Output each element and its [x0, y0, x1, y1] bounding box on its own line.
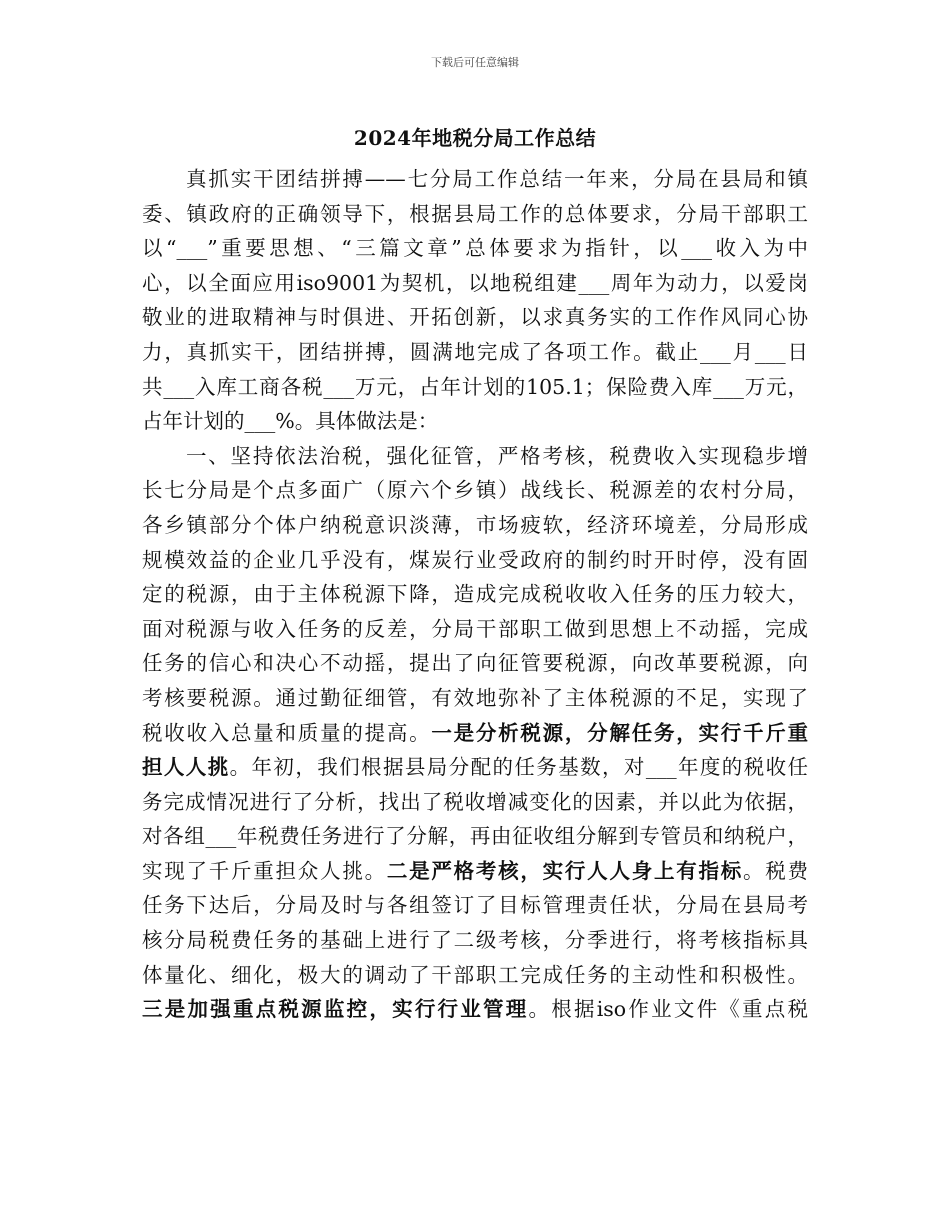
text-segment: 共___入库工商各税___万元，占年计划的105.1；保险费入库___万元，: [142, 374, 808, 399]
text-segment: 委、镇政府的正确领导下，根据县局工作的总体要求，分局干部职工: [142, 201, 808, 226]
text-line: [142, 888, 808, 923]
text-line: [142, 577, 808, 612]
text-line: [142, 473, 808, 508]
text-segment: 实现了千斤重担众人挑。: [142, 858, 387, 883]
text-segment: 对各组___年税费任务进行了分解，再由征收组分解到专管员和纳税户，: [142, 824, 808, 849]
text-line: [142, 612, 808, 647]
text-line: [142, 162, 808, 197]
text-segment: 税收收入总量和质量的提高。: [142, 720, 432, 745]
text-segment: 考核要税源。通过勤征细管，有效地弥补了主体税源的不足，实现了: [142, 685, 808, 710]
text-line: [142, 854, 808, 889]
text-line: [142, 300, 808, 335]
text-line: [142, 958, 808, 993]
text-line: [142, 785, 808, 820]
text-segment: 任务的信心和决心不动摇，提出了向征管要税源，向改革要税源，向: [142, 651, 808, 676]
text-line: [142, 923, 808, 958]
bold-text-segment: 二是严格考核，实行人人身上有指标: [386, 858, 743, 883]
text-line: [142, 543, 808, 578]
text-segment: 。年初，我们根据县局分配的任务基数，对___年度的税收任: [229, 755, 809, 780]
text-line: [142, 266, 808, 301]
text-line: [142, 750, 808, 785]
text-segment: 一、坚持依法治税，强化征管，严格考核，税费收入实现稳步增: [186, 443, 808, 468]
text-segment: 体量化、细化，极大的调动了干部职工完成任务的主动性和积极性。: [142, 962, 808, 987]
text-line: [142, 716, 808, 751]
bold-text-segment: 担人人挑: [142, 755, 230, 780]
document-body: [142, 162, 808, 1027]
text-line: [142, 404, 808, 439]
document-title: 2024年地税分局工作总结: [353, 126, 597, 150]
text-line: [142, 439, 808, 474]
text-line: [142, 681, 808, 716]
text-segment: 。税费: [743, 858, 809, 883]
text-segment: 定的税源，由于主体税源下降，造成完成税收收入任务的压力较大，: [142, 582, 808, 607]
text-line: [142, 197, 808, 232]
text-segment: 核分局税费任务的基础上进行了二级考核，分季进行，将考核指标具: [142, 928, 808, 953]
text-segment: 务完成情况进行了分析，找出了税收增减变化的因素，并以此为依据，: [142, 789, 808, 814]
text-segment: 占年计划的___%。具体做法是：: [142, 409, 439, 434]
text-line: [142, 370, 808, 405]
text-segment: 真抓实干团结拼搏——七分局工作总结一年来，分局在县局和镇: [186, 167, 808, 191]
text-segment: 敬业的进取精神与时俱进、开拓创新，以求真务实的工作作风同心协: [142, 305, 808, 330]
bold-text-segment: 三是加强重点税源监控，实行行业管理: [142, 997, 529, 1022]
text-segment: 心，以全面应用iso9001为契机，以地税组建___周年为动力，以爱岗: [142, 270, 808, 295]
text-line: [142, 992, 808, 1027]
bold-text-segment: 一是分析税源，分解任务，实行千斤重: [431, 720, 809, 745]
text-segment: 任务下达后，分局及时与各组签订了目标管理责任状，分局在县局考: [142, 893, 808, 918]
text-line: [142, 508, 808, 543]
text-segment: 长七分局是个点多面广（原六个乡镇）战线长、税源差的农村分局，: [142, 478, 808, 503]
text-segment: 以“___”重要思想、“三篇文章”总体要求为指针，以___收入为中: [142, 236, 808, 261]
text-segment: 规模效益的企业几乎没有，煤炭行业受政府的制约时开时停，没有固: [142, 547, 808, 572]
page-header-note: 下载后可任意编辑: [431, 56, 519, 69]
text-segment: 力，真抓实干，团结拼搏，圆满地完成了各项工作。截止___月___日: [142, 339, 808, 364]
text-segment: 面对税源与收入任务的反差，分局干部职工做到思想上不动摇，完成: [142, 616, 808, 641]
text-line: [142, 335, 808, 370]
text-line: [142, 819, 808, 854]
text-segment: 各乡镇部分个体户纳税意识淡薄，市场疲软，经济环境差，分局形成: [142, 512, 808, 537]
text-line: [142, 231, 808, 266]
text-line: [142, 646, 808, 681]
text-segment: 。根据iso作业文件《重点税: [528, 997, 809, 1022]
